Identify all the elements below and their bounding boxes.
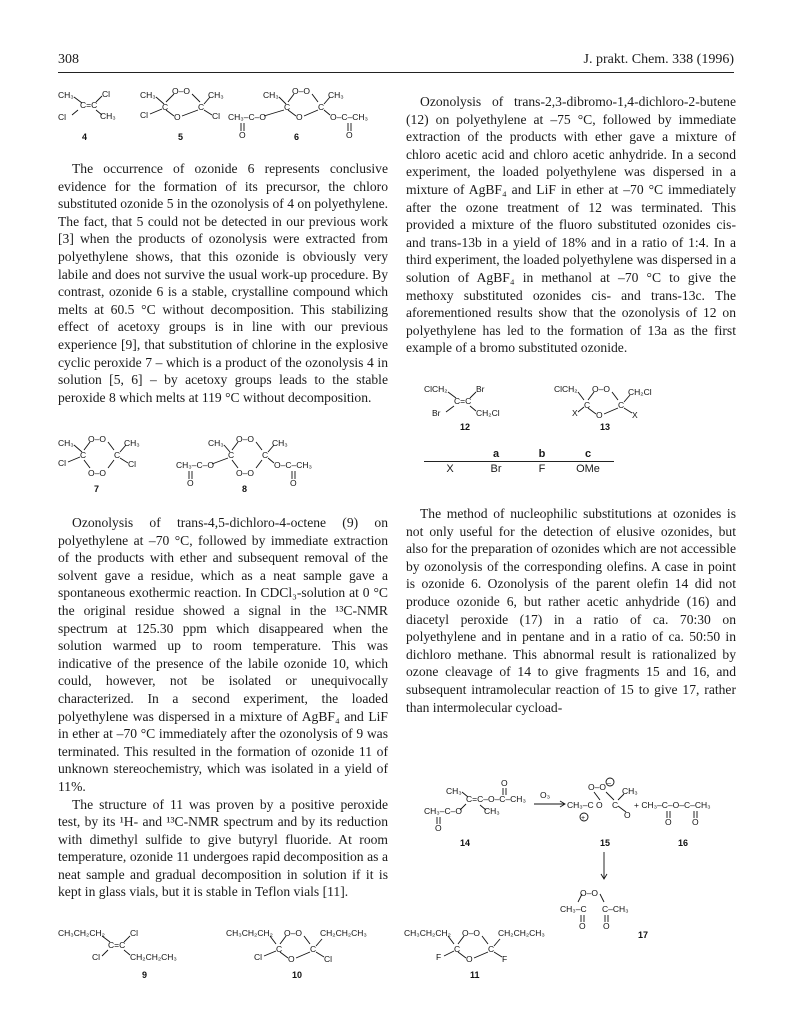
svg-text:Cl: Cl [92,952,101,962]
svg-text:C: C [80,450,87,460]
svg-text:C: C [310,944,317,954]
svg-text:C=C–O–C–CH₃: C=C–O–C–CH₃ [466,794,526,804]
svg-text:–: – [607,780,611,787]
svg-text:O–O: O–O [284,928,302,938]
svg-text:O: O [296,112,303,122]
svg-text:O: O [174,112,181,122]
svg-text:ClCH₂: ClCH₂ [424,384,448,394]
structures-4-5-6 [58,82,368,148]
svg-text:CH₃: CH₃ [58,90,74,100]
svg-text:C–CH₃: C–CH₃ [602,904,629,914]
svg-text:O–O: O–O [588,782,606,792]
svg-text:C: C [612,800,619,810]
table-cell: F [538,463,546,475]
svg-text:+: + [581,815,586,822]
svg-text:O: O [466,954,473,964]
svg-text:C: C [276,944,283,954]
svg-text:Br: Br [476,384,485,394]
svg-text:C=C: C=C [108,940,126,950]
svg-text:C: C [114,450,121,460]
svg-text:CH₃: CH₃ [622,786,638,796]
svg-text:O: O [665,817,672,827]
svg-text:O: O [346,130,353,140]
svg-text:Cl: Cl [254,952,263,962]
svg-text:Cl: Cl [140,110,149,120]
svg-text:O: O [596,410,603,420]
structures-7-8 [58,430,358,496]
reagent-ozone: O₃ [540,790,551,800]
svg-text:O: O [288,954,295,964]
svg-text:CH₃: CH₃ [140,90,156,100]
svg-text:C: C [162,102,169,112]
svg-text:C=C: C=C [80,100,98,110]
svg-text:O: O [603,921,610,931]
svg-text:C: C [198,102,205,112]
table-header-cell: a [492,448,500,460]
svg-text:CH₃CH₂CH₂: CH₃CH₂CH₂ [404,928,451,938]
svg-text:C: C [284,102,291,112]
svg-text:Cl: Cl [212,111,221,121]
paragraph-structure-11: The structure of 11 was proven by a positive peroxide test, by its ¹H- and ¹³C-NMR spectrum and by its reduction with dimethyl sulfide to give butyryl fluoride. At room temperature, ozonide 11 undergoes rapid decomposition as a neat sample and gradual decomposition in solution if it is kept in glass vials, but it is stable in Teflon vials [11]. [58,796,388,900]
svg-text:Cl: Cl [324,954,333,964]
table-cell: X [446,463,454,475]
label-11: 11 [470,970,480,980]
svg-text:X: X [632,410,638,420]
table-header-row [424,447,614,462]
svg-text:Cl: Cl [130,928,139,938]
svg-text:CH₃: CH₃ [446,786,462,796]
svg-text:C: C [262,450,269,460]
svg-text:CH₃: CH₃ [58,438,74,448]
label-9: 9 [142,970,148,980]
structures-9-10-11 [58,924,598,986]
svg-text:CH₃: CH₃ [328,90,344,100]
left-column-top [58,160,388,406]
label-17: 17 [638,930,649,940]
svg-text:Cl: Cl [58,112,67,122]
svg-text:Br: Br [432,408,441,418]
svg-text:O–C–CH₃: O–C–CH₃ [274,460,312,470]
right-column-bottom [406,505,736,716]
label-10: 10 [292,970,303,980]
svg-text:CH₃CH₂CH₂: CH₃CH₂CH₂ [226,928,273,938]
svg-text:Cl: Cl [102,89,111,99]
svg-text:Cl: Cl [128,459,137,469]
svg-text:O–O: O–O [88,434,106,444]
svg-text:CH₃: CH₃ [124,438,140,448]
label-15: 15 [600,838,611,848]
paragraph-nucleophilic-substitution: The method of nucleophilic substitutions at ozonides is not only useful for the detection of elusive ozonides, but also for the preparation of ozonides which are not accessible by ozonolysis of the corresponding olefins. A case in point is ozonide 6. Ozonolysis of the parent olefin 14 did not produce ozonide 6, but rather acetic anhydride (16) and diacetyl peroxide (17) in a ratio of ca. 70:30 on polyethylene and in pentane and in a ratio of ca. 50:50 in dichloro methane. This abnormal result is rationalized by ozone cleavage of 14 to give fragments 15 and 16, and subsequent intramolecular reaction of 15 to give 17, rather than intermolecular cycload- [406,506,736,715]
svg-text:O: O [435,823,442,833]
page-number: 308 [58,52,79,67]
table-header-cell: b [538,448,546,460]
label-13: 13 [600,422,611,432]
svg-text:CH₃–C: CH₃–C [567,800,594,810]
structures-12-13 [424,380,724,440]
svg-text:O: O [692,817,699,827]
svg-text:CH₃: CH₃ [100,111,116,121]
svg-text:CH₂Cl: CH₂Cl [628,387,652,397]
svg-text:CH₂CH₂CH₃: CH₂CH₂CH₃ [320,928,367,938]
svg-text:CH₂Cl: CH₂Cl [476,408,500,418]
svg-text:CH₃CH₂CH₂: CH₃CH₂CH₂ [58,928,105,938]
svg-text:F: F [436,952,442,962]
svg-text:CH₃: CH₃ [484,806,500,816]
label-16: 16 [678,838,689,848]
label-7: 7 [94,484,100,494]
svg-text:O–O: O–O [88,468,106,478]
svg-text:O–O: O–O [236,468,254,478]
svg-text:C: C [488,944,495,954]
svg-text:CH₃–C: CH₃–C [560,904,587,914]
table-cell: OMe [576,463,600,475]
header-rule [58,72,734,73]
svg-text:O: O [239,130,246,140]
svg-text:O–O: O–O [236,434,254,444]
svg-text:+ CH₃–C–O–C–CH₃: + CH₃–C–O–C–CH₃ [634,800,711,810]
svg-text:CH₃–C–O: CH₃–C–O [176,460,214,470]
svg-text:CH₂CH₂CH₃: CH₂CH₂CH₃ [498,928,545,938]
svg-text:O: O [596,800,603,810]
svg-text:O: O [290,478,297,488]
svg-text:C: C [318,102,325,112]
journal-citation: J. prakt. Chem. 338 (1996) [583,52,734,67]
svg-text:CH₂CH₂CH₃: CH₂CH₂CH₃ [130,952,177,962]
table-cell: Br [490,463,502,475]
label-14: 14 [460,838,471,848]
substituent-table [424,447,614,476]
svg-text:O–O: O–O [592,384,610,394]
svg-text:F: F [502,954,508,964]
svg-text:O–O: O–O [462,928,480,938]
svg-text:C=C: C=C [454,396,472,406]
label-4: 4 [82,132,88,142]
paragraph-ozonide-6: The occurrence of ozonide 6 represents conclusive evidence for the formation of its precursor, the chloro substituted ozonide 5 in the ozonolysis of 4 on polyethylene. The fact, that 5 could not be detected in our previous work [3] when the products of ozonolysis were extracted from polyethylene shows, that this ozonide is obviously very labile and does not survive the usual work-up procedure. By contrast, ozonide 6 is a stable, crystalline compound which melts at 60.5 °C without decomposition. This stabilizing effect of acetoxy groups is in line with our previous experience [9], that substitution of chlorine in the explosive cyclic peroxide 7 – which is a product of the ozonolysis 4 in solution [5, 6] – by acetoxy groups leads to the stable peroxide 8 which melts at 119 °C without decomposition. [58,161,388,405]
label-5: 5 [178,132,184,142]
label-6: 6 [294,132,300,142]
label-8: 8 [242,484,248,494]
svg-text:C: C [454,944,461,954]
svg-text:C: C [618,400,625,410]
table-header-cell: c [584,448,592,460]
svg-text:CH₃–C–O: CH₃–C–O [228,112,266,122]
svg-text:CH₃: CH₃ [263,90,279,100]
svg-text:O–C–CH₃: O–C–CH₃ [330,112,368,122]
paragraph-ozonolysis-9: Ozonolysis of trans-4,5-dichloro-4-octene (9) on polyethylene at –70 °C, followed by immediate extraction of the products with ether and subsequent removal of the solvent gave a residue, which as a neat sample gave a spontaneous exothermic reaction. In CDCl₃-solution at 0 °C the original residue showed a signal in the ¹³C-NMR spectrum at 125.30 ppm which disappeared when the solution warmed up to room temperature. This was indicative of the presence of the labile ozonide 10, which could, however, not be isolated or unequivocally characterized. In a second experiment, the loaded polyethylene was dispersed in a mixture of AgBF₄ and LiF in ether at –70 °C immediately after the ozonolysis of 9 was terminated. This resulted in the formation of ozonide 11 of unknown stereochemistry, which was isolated in a yield of 11%. [58,515,388,794]
table-row [424,462,614,476]
svg-text:O: O [579,921,586,931]
svg-text:C: C [584,400,591,410]
svg-text:CH₃: CH₃ [208,438,224,448]
label-12: 12 [460,422,471,432]
svg-text:C: C [228,450,235,460]
table-header-cell [430,448,470,460]
svg-text:O: O [187,478,194,488]
svg-text:O–O: O–O [292,86,310,96]
left-column-bottom [58,514,388,901]
paragraph-ozonolysis-12: Ozonolysis of trans-2,3-dibromo-1,4-dichloro-2-butene (12) on polyethylene at –75 °C, followed by immediate extraction of the products with ether gave a mixture of chloro acetic acid and chloro acetic anhydride. In a second experiment, the loaded polyethylene was dispersed in a mixture of AgBF₄ and LiF in ether at –70 °C immediately after the ozone treatment of 12 was terminated. This provided a mixture of the fluoro substituted ozonides cis- and trans-13b in a yield of 18% and in a ratio of 1:4. In a third experiment, the loaded polyethylene was dispersed in a solution of AgBF₄ in methanol at –70 °C to give the methoxy substituted ozonides cis- and trans-13c. The aforementioned results show that the ozonolysis of 12 on polyethylene has led to the formation of 13a as the first example of a bromo substituted ozonide. [406,94,736,356]
svg-text:O–O: O–O [172,86,190,96]
svg-text:X: X [572,408,578,418]
svg-text:O: O [501,778,508,788]
svg-text:Cl: Cl [58,458,67,468]
svg-text:CH₃: CH₃ [272,438,288,448]
svg-text:O–O: O–O [580,888,598,898]
svg-text:CH₃: CH₃ [208,90,224,100]
right-column-top [406,93,736,357]
svg-text:ClCH₂: ClCH₂ [554,384,578,394]
reaction-scheme-14-17 [424,768,734,888]
svg-text:O: O [624,810,631,820]
svg-text:CH₃–C–O: CH₃–C–O [424,806,462,816]
